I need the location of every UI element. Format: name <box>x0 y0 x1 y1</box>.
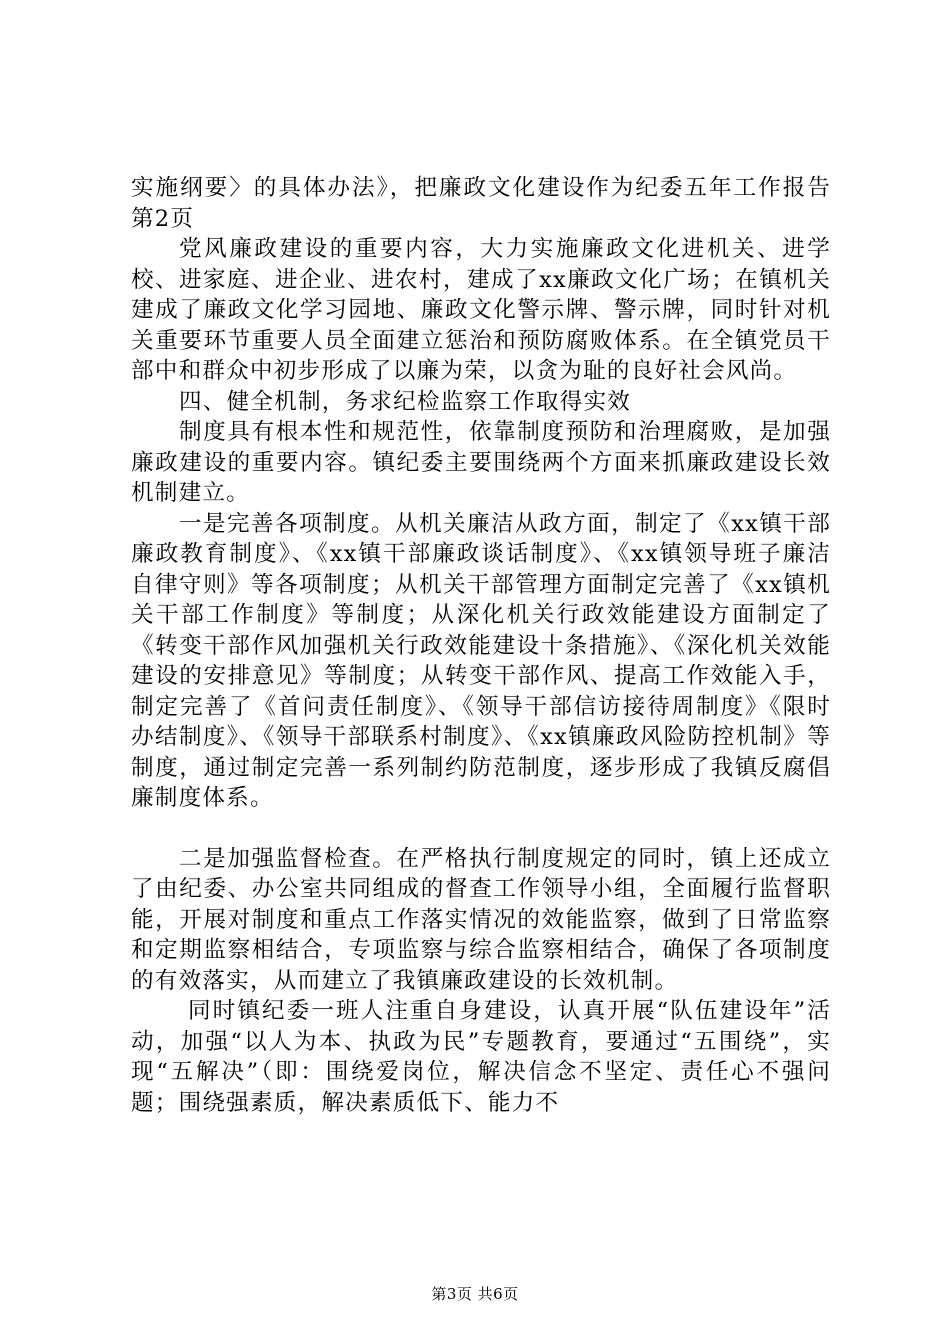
paragraph-gap <box>131 814 831 844</box>
paragraph-improve-systems: 一是完善各项制度。从机关廉洁从政方面，制定了《xx镇干部廉政教育制度》、《xx镇干部廉政谈话制度》、《xx镇领导班子廉洁自律守则》等各项制度；从机关干部管理方面制定完善了《xx镇机关干部工作制度》等制度；从深化机关行政效能建设方面制定了《转变干部作风加强机关行政效能建设十条措施》、《深化机关效能建设的安排意见》等制度；从转变干部作风、提高工作效能入手，制定完善了《首问责任制度》、《领导干部信访接待周制度》《限时办结制度》、《领导干部联系村制度》、《xx镇廉政风险防控机制》等制度，通过制定完善一系列制约防范制度，逐步形成了我镇反腐倡廉制度体系。 <box>131 510 831 811</box>
paragraph-supervision: 二是加强监督检查。在严格执行制度规定的同时，镇上还成立了由纪委、办公室共同组成的督查工作领导小组，全面履行监督职能，开展对制度和重点工作落实情况的效能监察，做到了日常监察和定期监察相结合，专项监察与综合监察相结合，确保了各项制度的有效落实，从而建立了我镇廉政建设的长效机制。 <box>131 845 831 994</box>
page-footer: 第3页 共6页 <box>431 1285 519 1303</box>
document-body <box>131 173 831 1118</box>
paragraph-system-intro: 制度具有根本性和规范性，依靠制度预防和治理腐败，是加强廉政建设的重要内容。镇纪委主要围绕两个方面来抓廉政建设长效机制建立。 <box>131 419 831 506</box>
paragraph-self-building: 同时镇纪委一班人注重自身建设，认真开展“队伍建设年”活动，加强“以人为本、执政为民”专题教育，要通过“五围绕”，实现“五解决”（即：围绕爱岗位，解决信念不坚定、责任心不强问题；围绕强素质，解决素质低下、能力不 <box>131 998 831 1116</box>
paragraph-continuation: 实施纲要〉的具体办法》，把廉政文化建设作为纪委五年工作报告第2页 <box>131 175 831 232</box>
paragraph-clean-culture: 党风廉政建设的重要内容，大力实施廉政文化进机关、进学校、进家庭、进企业、进农村，建成了xx廉政文化广场；在镇机关建成了廉政文化学习园地、廉政文化警示牌、警示牌，同时针对机关重要环节重要人员全面建立惩治和预防腐败体系。在全镇党员干部中和群众中初步形成了以廉为荣，以贪为耻的良好社会风尚。 <box>131 236 831 384</box>
section-heading-four: 四、健全机制，务求纪检监察工作取得实效 <box>179 388 632 415</box>
